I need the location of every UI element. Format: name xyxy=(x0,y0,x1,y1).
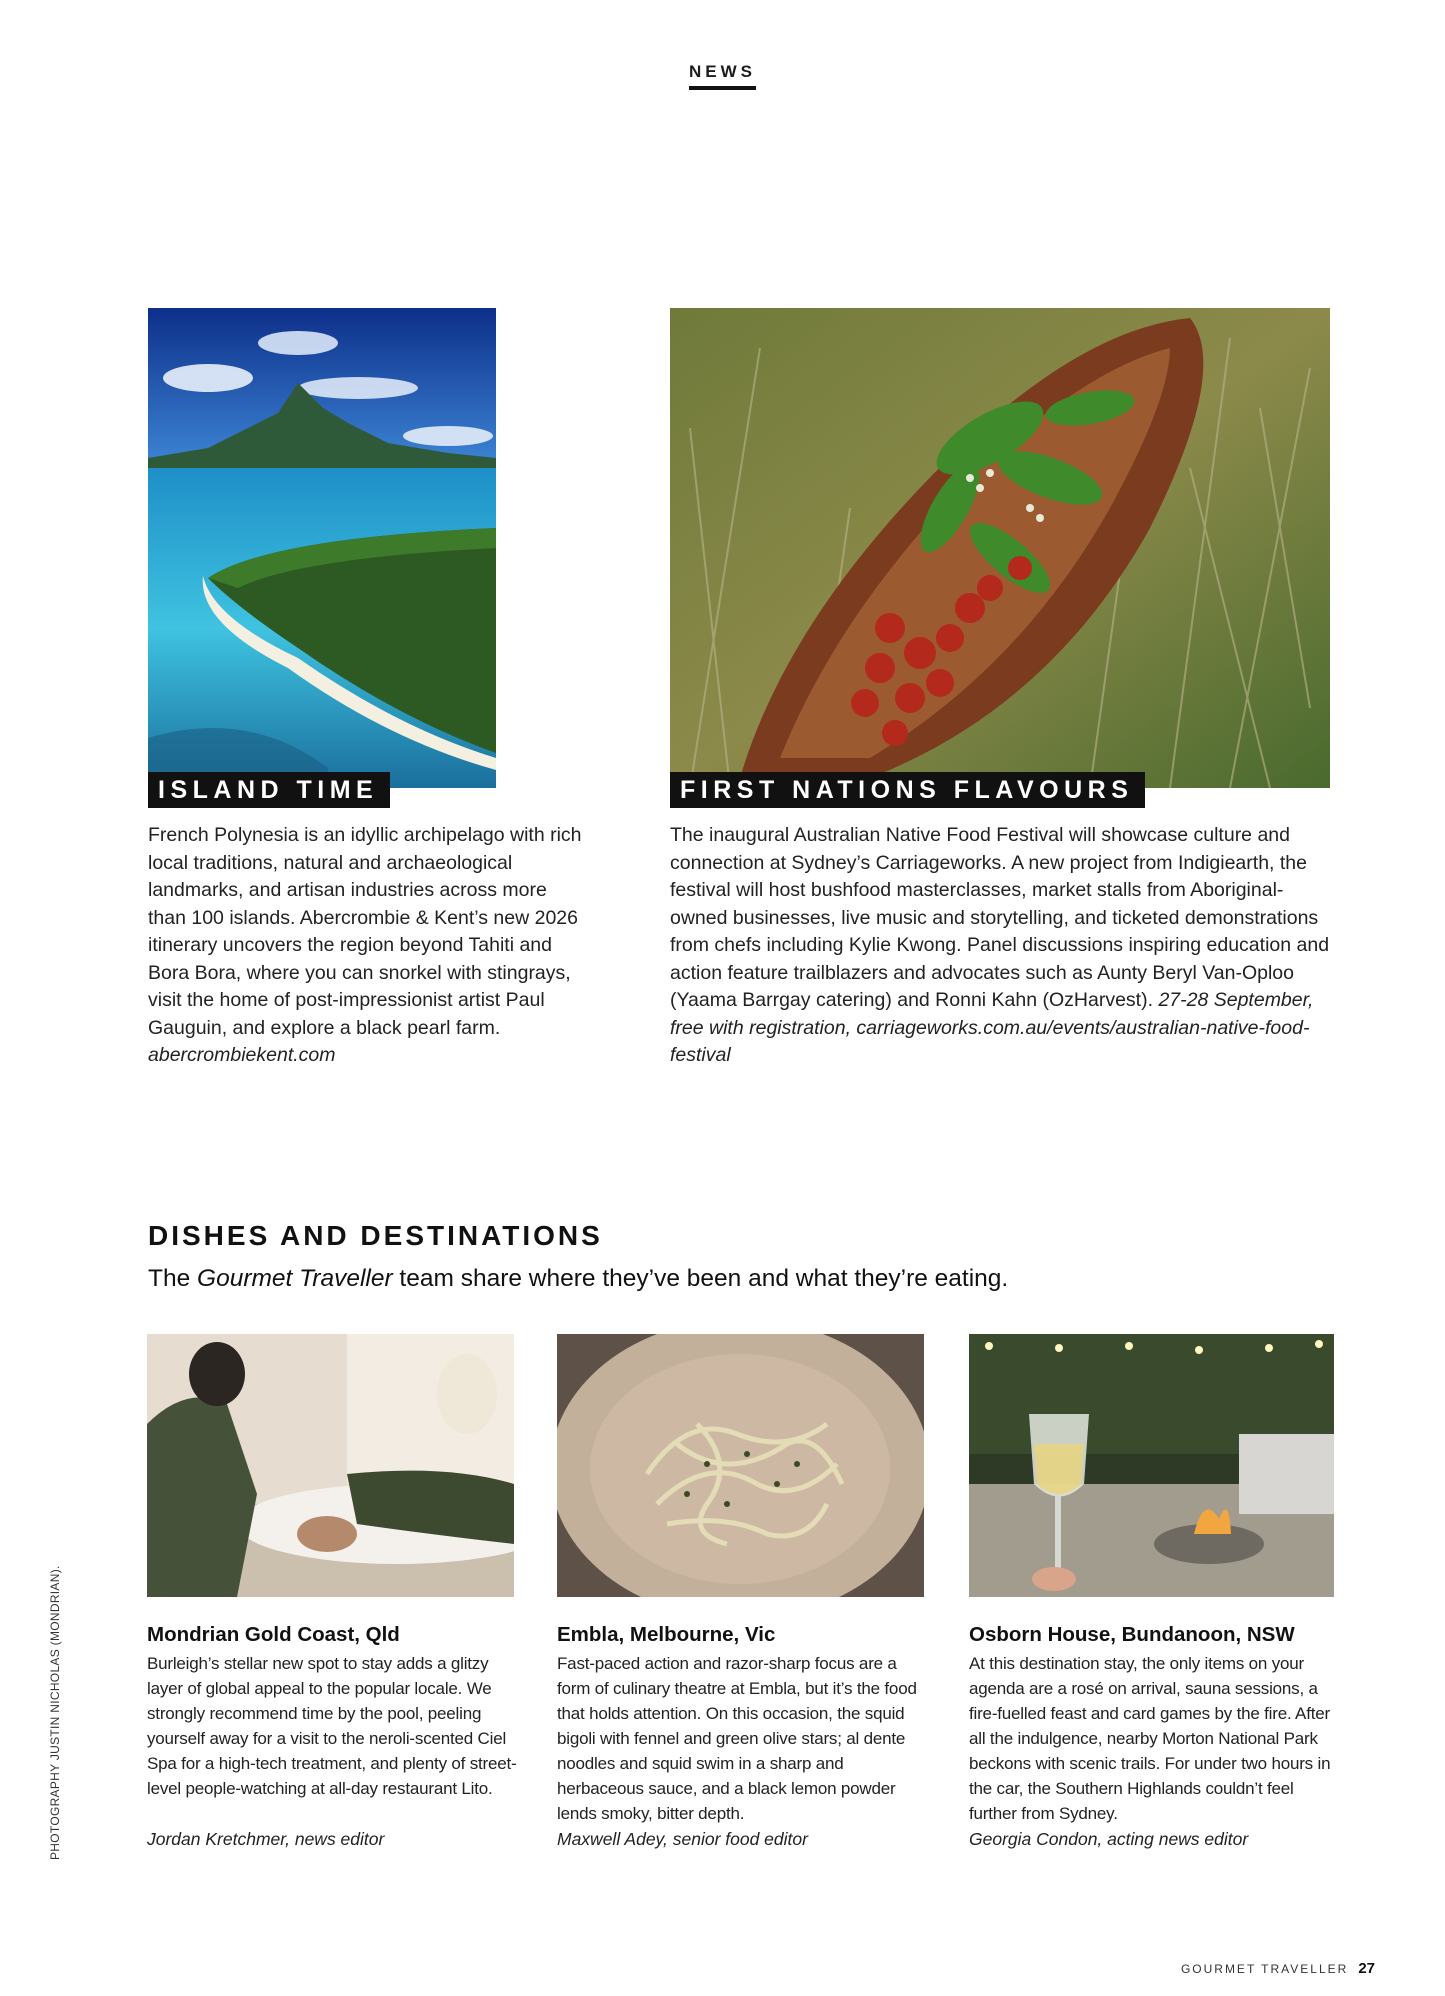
card-byline-embla: Maxwell Adey, senior food editor xyxy=(557,1829,808,1849)
card-title-mondrian: Mondrian Gold Coast, Qld xyxy=(147,1623,400,1646)
card-title-embla: Embla, Melbourne, Vic xyxy=(557,1623,776,1646)
card-text-embla: Fast-paced action and razor-sharp focus are a form of culinary theatre at Embla, but it’s the food that holds attention. On this occasion, the squid bigoli with fennel and green olive stars; al dente noodles and squid swim in a sharp and herbaceous sauce, and a black lemon powder lends smoky, bitter depth. xyxy=(557,1654,917,1823)
first-nations-label: FIRST NATIONS FLAVOURS xyxy=(670,772,1145,808)
first-nations-link[interactable]: 27-28 September, free with registration, carriageworks.com.au/events/australian-native-food-festival xyxy=(670,989,1314,1066)
page-folio xyxy=(1181,1960,1375,1977)
embla-photo xyxy=(557,1334,924,1597)
mondrian-photo xyxy=(147,1334,514,1597)
section-tag xyxy=(0,62,1445,90)
first-nations-photo xyxy=(670,308,1330,788)
island-photo xyxy=(148,308,496,788)
dishes-intro: The Gourmet Traveller team share where they’ve been and what they’re eating. xyxy=(148,1265,1009,1292)
dishes-heading: DISHES AND DESTINATIONS xyxy=(148,1220,603,1251)
card-byline-osborn: Georgia Condon, acting news editor xyxy=(969,1829,1249,1849)
island-time-text: French Polynesia is an idyllic archipelago with rich local traditions, natural and archaeological landmarks, and artisan industries across more than 100 islands. Abercrombie & Kent’s new 2026 itinerary uncovers the region beyond Tahiti and Bora Bora, where you can snorkel with stingrays, visit the home of post-impressionist artist Paul Gauguin, and explore a black pearl farm. xyxy=(148,824,582,1039)
first-nations-text: The inaugural Australian Native Food Festival will showcase culture and connection at Sydney’s Carriageworks. A new project from Indigiearth, the festival will host bushfood masterclasses, market stalls from Aboriginal-owned businesses, live music and storytelling, and ticketed demonstrations from chefs including Kylie Kwong. Panel discussions inspiring education and action feature trailblazers and advocates such as Aunty Beryl Van-Oploo (Yaama Barrgay catering) and Ronni Kahn (OzHarvest). xyxy=(670,824,1330,1011)
card-title-osborn: Osborn House, Bundanoon, NSW xyxy=(969,1623,1295,1646)
folio-magazine: GOURMET TRAVELLER xyxy=(1180,1962,1349,1976)
section-tag-label: NEWS xyxy=(689,62,756,90)
magazine-name: Gourmet Traveller xyxy=(197,1265,393,1292)
page-number: 27 xyxy=(1358,1960,1375,1977)
card-text-mondrian: Burleigh’s stellar new spot to stay adds a glitzy layer of global appeal to the popular locale. We strongly recommend time by the pool, peeling yourself away for a visit to the neroli-scented Ciel Spa for a high-tech treatment, and plenty of street-level people-watching at all-day restaurant Lito. xyxy=(147,1654,517,1798)
card-text-osborn: At this destination stay, the only items on your agenda are a rosé on arrival, sauna sessions, a fire-fuelled feast and card games by the fire. After all the indulgence, nearby Morton National Park beckons with scenic trails. For under two hours in the car, the Southern Highlands couldn’t feel further from Sydney. xyxy=(969,1654,1331,1823)
card-byline-mondrian: Jordan Kretchmer, news editor xyxy=(147,1829,385,1849)
osborn-photo xyxy=(969,1334,1334,1597)
first-nations-body xyxy=(670,822,1336,1070)
island-time-link[interactable]: abercrombiekent.com xyxy=(148,1044,336,1066)
photo-credit: PHOTOGRAPHY JUSTIN NICHOLAS (MONDRIAN). xyxy=(48,1565,62,1860)
island-time-body xyxy=(148,822,588,1070)
island-time-label: ISLAND TIME xyxy=(148,772,390,808)
